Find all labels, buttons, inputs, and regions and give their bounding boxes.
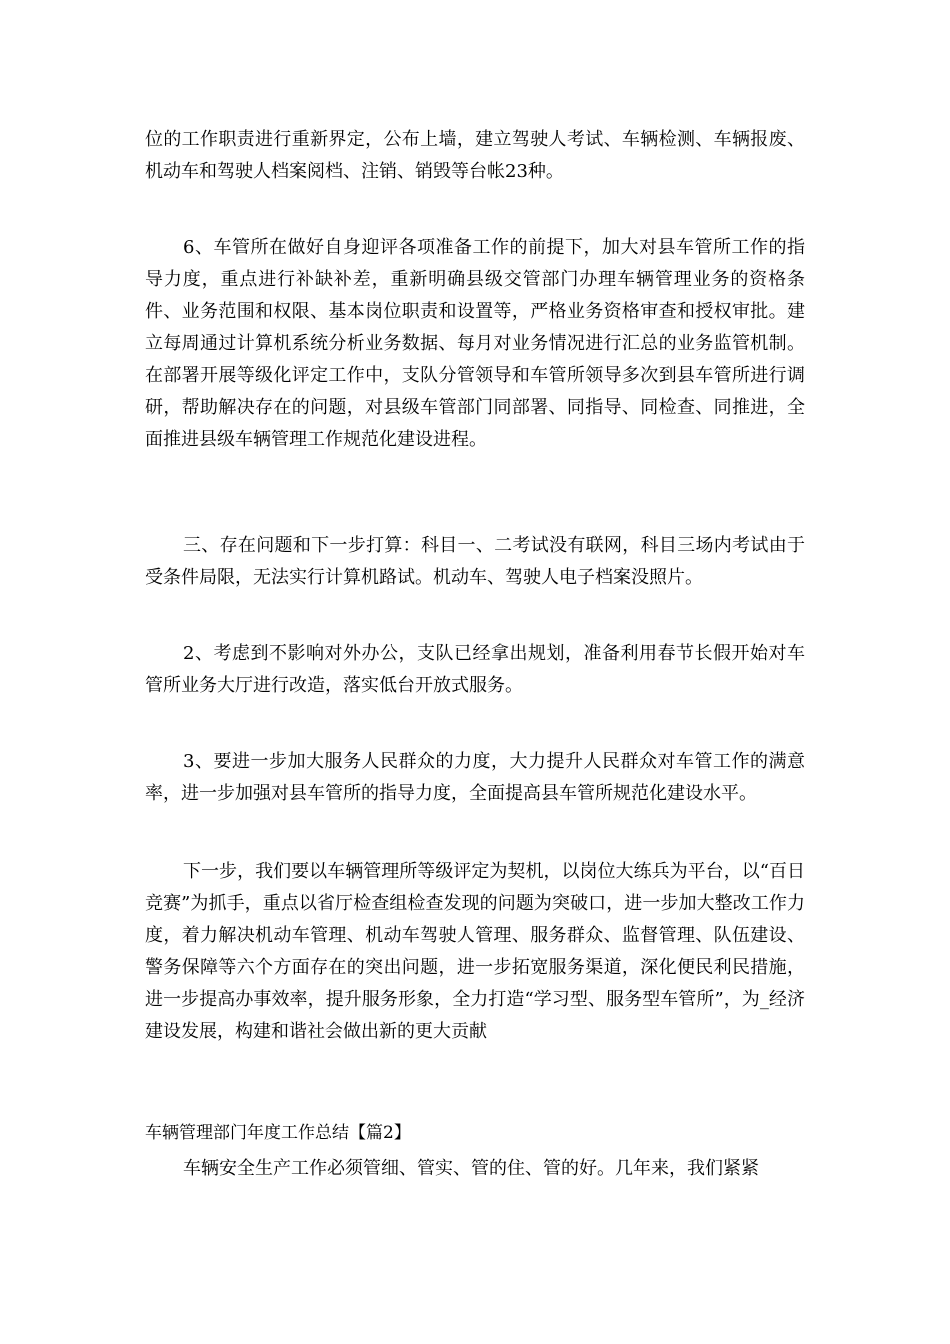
section-heading: 车辆管理部门年度工作总结【篇2】 — [145, 1123, 411, 1143]
paragraph-item-2: 2、考虑到不影响对外办公，支队已经拿出规划，准备利用春节长假开始对车管所业务大厅进行改造，落实低台开放式服务。 — [145, 643, 805, 696]
paragraph-item-3: 3、要进一步加大服务人民群众的力度，大力提升人民群众对车管工作的满意率，进一步加强对县车管所的指导力度，全面提高县车管所规范化建设水平。 — [145, 751, 805, 804]
paragraph-continuation: 位的工作职责进行重新界定，公布上墙，建立驾驶人考试、车辆检测、车辆报废、机动车和驾驶人档案阅档、注销、销毁等台帐23种。 — [145, 129, 805, 182]
paragraph-item-6: 6、车管所在做好自身迎评各项准备工作的前提下，加大对县车管所工作的指导力度，重点进行补缺补差，重新明确县级交管部门办理车辆管理业务的资格条件、业务范围和权限、基本岗位职责和设置等，严格业务资格审查和授权审批。建立每周通过计算机系统分析业务数据、每月对业务情况进行汇总的业务监管机制。在部署开展等级化评定工作中，支队分管领导和车管所领导多次到县车管所进行调研，帮助解决存在的问题，对县级车管部门同部署、同指导、同检查、同推进，全面推进县级车辆管理工作规范化建设进程。 — [145, 237, 805, 450]
paragraph-next-step: 下一步，我们要以车辆管理所等级评定为契机，以岗位大练兵为平台，以“百日竞赛”为抓手，重点以省厅检查组检查发现的问题为突破口，进一步加大整改工作力度，着力解决机动车管理、机动车驾驶人管理、服务群众、监督管理、队伍建设、警务保障等六个方面存在的突出问题，进一步拓宽服务渠道，深化便民利民措施，进一步提高办事效率，提升服务形象，全力打造“学习型、服务型车管所”，为_经济建设发展，构建和谐社会做出新的更大贡献 — [145, 861, 805, 1042]
section-paragraph: 车辆安全生产工作必须管细、管实、管的住、管的好。几年来，我们紧紧 — [183, 1158, 759, 1179]
paragraph-problems: 三、存在问题和下一步打算：科目一、二考试没有联网，科目三场内考试由于受条件局限，无法实行计算机路试。机动车、驾驶人电子档案没照片。 — [145, 535, 805, 588]
